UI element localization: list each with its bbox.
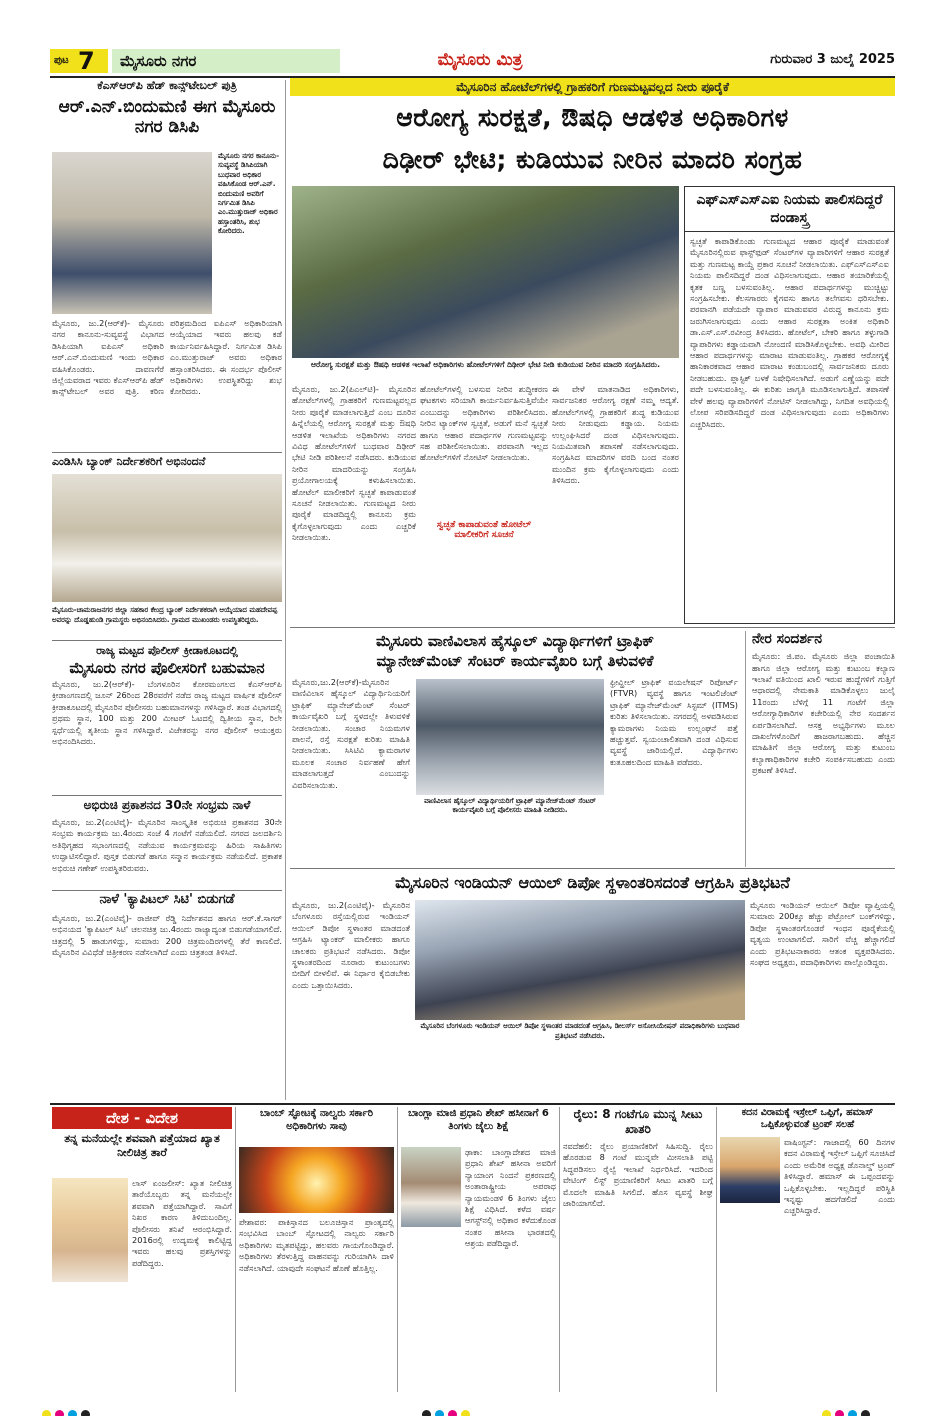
interview-notice — [752, 631, 895, 867]
desh-story-4-headline: ರೈಲು: 8 ಗಂಟೆಗೂ ಮುನ್ನ ಸೀಟು ಖಾತರಿ — [573, 1107, 703, 1136]
section-title — [112, 49, 340, 73]
traffic-caption: ವಾಣಿವಿಲಾಸ ಹೈಸ್ಕೂಲ್ ವಿದ್ಯಾರ್ಥಿಯರಿಗೆ ಟ್ರಾಫಿಕ್ ಮ್ಯಾನೇಜ್‌ಮೆಂಟ್ ಸೆಂಟರ್ ಕಾರ್ಯವೈಖರಿ ಬಗ್ಗೆ ಪೊಲೀಸರು ಮಾಹಿತಿ ನೀಡಿದರು. — [424, 797, 596, 815]
lead-col-2-text: ಹೋಟೆಲ್‌ಗಳಲ್ಲಿ ಬಳಸುವ ನೀರಿನ ಶುದ್ಧೀಕರಣ ಘಟಕಗಳು ಸರಿಯಾಗಿ ಕಾರ್ಯನಿರ್ವಹಿಸುತ್ತಿವೆಯೇ ಎಂಬುದನ್ನು ಅಧಿಕಾರಿಗಳು ಪರಿಶೀಲಿಸಿದರು. ನೀರಿನ ಟ್ಯಾಂಕ್‌ಗಳ ಸ್ವಚ್ಛತೆ, ಅಡುಗೆ ಮನೆ ಸ್ವಚ್ಛತೆ ಹಾಗೂ ಆಹಾರ ಪದಾರ್ಥಗಳ ಗುಣಮಟ್ಟವನ್ನು ಸಹ ಪರಿಶೀಲಿಸಲಾಯಿತು. ಪರವಾನಗಿ ಇಲ್ಲದ ಹೋಟೆಲ್‌ಗಳಿಗೆ ನೋಟಿಸ್ ನೀಡಲಾಯಿತು. — [420, 384, 548, 463]
divider — [50, 1103, 895, 1105]
divider — [285, 80, 286, 1100]
hobby-headline: ಅಭಿರುಚಿ ಪ್ರಕಾಶನದ 30ನೇ ಸಂಭ್ರಮ ನಾಳೆ — [83, 799, 251, 812]
divider — [745, 631, 746, 867]
desh-story-5-photo — [720, 1137, 780, 1203]
desh-story-3-photo — [401, 1147, 461, 1227]
mdcc-headline: ಎಂಡಿಸಿಸಿ ಬ್ಯಾಂಕ್ ನಿರ್ದೇಶಕರಿಗೆ ಅಭಿನಂದನೆ — [52, 456, 206, 468]
desh-story-2-headline: ಬಾಂಬ್ ಸ್ಫೋಟಕ್ಕೆ ನಾಲ್ವರು ಸರ್ಕಾರಿ ಅಧಿಕಾರಿಗಳು ಸಾವು — [259, 1108, 374, 1132]
dcp-headline: ಆರ್.ಎನ್.ಬಿಂದುಮಣಿ ಈಗ ಮೈಸೂರು ನಗರ ಡಿಸಿಪಿ — [58, 96, 276, 137]
divider — [52, 795, 282, 796]
divider — [52, 640, 282, 641]
hobby-text: ಮೈಸೂರು, ಜು.2(ಎಂಟಿವೈ)- ಮೈಸೂರಿನ ಸಾಂಸ್ಕೃತಿಕ ಅಭಿರುಚಿ ಪ್ರಕಾಶನದ 30ನೇ ಸಂಭ್ರಮ ಕಾರ್ಯಕ್ರಮ ಜು.4ರಂದು ಸಂಜೆ 4 ಗಂಟೆಗೆ ನಡೆಯಲಿದೆ. ನಗರದ ಜಲದರ್ಶಿನಿ ಅತಿಥಿಗೃಹದ ಸಭಾಂಗಣದಲ್ಲಿ ನಡೆಯುವ ಕಾರ್ಯಕ್ರಮವನ್ನು ಹಿರಿಯ ಸಾಹಿತಿಗಳು ಉದ್ಘಾಟಿಸಲಿದ್ದಾರೆ. ಪುಸ್ತಕ ಬಿಡುಗಡೆ ಹಾಗೂ ಸನ್ಮಾನ ಕಾರ್ಯಕ್ರಮ ನಡೆಯಲಿದೆ. ಪ್ರಕಾಶಕ ಅಭಿರುಚಿ ಗಣೇಶ್ ಉಪಸ್ಥಿತರಿರುವರು. — [52, 817, 282, 873]
desh-story-5-headline: ಕದನ ವಿರಾಮಕ್ಕೆ ಇಸ್ರೇಲ್ ಒಪ್ಪಿಗೆ, ಹಮಾಸ್ ಒಪ್ಪಿಕೊಳ್ಳುವಂತೆ ಟ್ರಂಪ್ ಸಲಹೆ — [741, 1107, 874, 1130]
traffic-headline-2: ಮ್ಯಾನೇಜ್‌ಮೆಂಟ್ ಸೆಂಟರ್ ಕಾರ್ಯವೈಖರಿ ಬಗ್ಗೆ ತಿಳುವಳಿಕೆ — [376, 652, 654, 670]
traffic-story — [290, 631, 740, 867]
divider — [52, 890, 282, 891]
lead-col-2-subhead: ಸ್ವಚ್ಛತೆ ಕಾಪಾಡುವಂತೆ ಹೋಟೆಲ್ ಮಾಲೀಕರಿಗೆ ಸೂಚನೆ — [436, 520, 532, 541]
dcp-photo — [52, 152, 212, 314]
desh-story-5 — [720, 1107, 895, 1392]
desh-story-3-headline: ಬಾಂಗ್ಲಾ ಮಾಜಿ ಪ್ರಧಾನಿ ಶೇಖ್ ಹಸೀನಾಗೆ 6 ತಿಂಗಳು ಜೈಲು ಶಿಕ್ಷೆ — [408, 1108, 549, 1132]
desh-banner: ದೇಶ - ವಿದೇಶ — [52, 1107, 232, 1129]
page-number-badge — [50, 49, 108, 73]
divider — [716, 1107, 717, 1392]
desh-story-3 — [401, 1107, 556, 1392]
lead-headline-1: ಆರೋಗ್ಯ ಸುರಕ್ಷತೆ, ಔಷಧಿ ಆಡಳಿತ ಅಧಿಕಾರಿಗಳ — [396, 103, 789, 132]
desh-story-1-headline: ತನ್ನ ಮನೆಯಲ್ಲೇ ಶವವಾಗಿ ಪತ್ತೆಯಾದ ಖ್ಯಾತ ನೀಲಿಚಿತ್ರ ತಾರೆ — [64, 1132, 220, 1159]
section-title-text: ಮೈಸೂರು ನಗರ — [120, 52, 197, 70]
capital-text: ಮೈಸೂರು, ಜು.2(ಎಂಟಿವೈ)- ರಾಜೀವ್ ರೆಡ್ಡಿ ನಿರ್ದೇಶನದ ಹಾಗೂ ಆರ್.ಕೆ.ಸಾಗರ್ ಅಭಿನಯದ 'ಕ್ಯಾಪಿಟಲ್ ಸಿಟಿ' ಚಲನಚಿತ್ರ ಜು.4ರಂದು ರಾಜ್ಯಾದ್ಯಂತ ಬಿಡುಗಡೆಯಾಗಲಿದೆ. ಚಿತ್ರದಲ್ಲಿ 5 ಹಾಡುಗಳಿದ್ದು, ಸುಮಾರು 200 ಚಿತ್ರಮಂದಿರಗಳಲ್ಲಿ ತೆರೆ ಕಾಣಲಿದೆ. ಮೈಸೂರಿನ ವಿವಿಧೆಡೆ ಚಿತ್ರೀಕರಣ ನಡೆಸಲಾಗಿದೆ ಎಂದು ಚಿತ್ರತಂಡ ತಿಳಿಸಿದೆ. — [52, 913, 282, 958]
lead-caption: ಆರೋಗ್ಯ ಸುರಕ್ಷತೆ ಮತ್ತು ಔಷಧಿ ಆಡಳಿತ ಇಲಾಖೆ ಅಧಿಕಾರಿಗಳು ಹೋಟೆಲ್‌ಗಳಿಗೆ ದಿಢೀರ್ ಭೇಟಿ ನೀಡಿ ಕುಡಿಯುವ ನೀರಿನ ಮಾದರಿ ಸಂಗ್ರಹಿಸಿದರು. — [311, 360, 660, 369]
lead-col-2 — [420, 384, 548, 624]
ioc-col-1: ಮೈಸೂರು, ಜು.2(ಎಂಟಿವೈ)- ಮೈಸೂರಿನ ಬೆಂಗಳೂರು ರಸ್ತೆಯಲ್ಲಿರುವ ಇಂಡಿಯನ್ ಆಯಿಲ್ ಡಿಪೋ ಸ್ಥಳಾಂತರ ಮಾಡದಂತೆ ಆಗ್ರಹಿಸಿ ಟ್ಯಾಂಕರ್ ಮಾಲೀಕರು ಹಾಗೂ ಚಾಲಕರು ಪ್ರತಿಭಟನೆ ನಡೆಸಿದರು. ಡಿಪೋ ಸ್ಥಳಾಂತರದಿಂದ ನೂರಾರು ಕುಟುಂಬಗಳು ಬೀದಿಗೆ ಬೀಳಲಿವೆ. ಈ ನಿರ್ಧಾರ ಕೈಬಿಡಬೇಕು ಎಂದು ಒತ್ತಾಯಿಸಿದರು. — [292, 900, 410, 990]
mdcc-caption: ಮೈಸೂರು-ಚಾಮರಾಜನಗರ ಜಿಲ್ಲಾ ಸಹಕಾರ ಕೇಂದ್ರ ಬ್ಯಾಂಕ್ ನಿರ್ದೇಶಕರಾಗಿ ಆಯ್ಕೆಯಾದ ಮಹದೇವಪ್ಪ ಅವರನ್ನು ದೊಡ್ಡಹುಂಡಿ ಗ್ರಾಮಸ್ಥರು ಅಭಿನಂದಿಸಿದರು. ಗ್ರಾಮದ ಮುಖಂಡರು ಉಪಸ್ಥಿತರಿದ್ದರು. — [52, 606, 278, 624]
divider — [397, 1107, 398, 1392]
capital-headline: ನಾಳೆ 'ಕ್ಯಾಪಿಟಲ್ ಸಿಟಿ' ಬಿಡುಗಡೆ — [99, 893, 235, 907]
desh-story-4-text: ನವದೆಹಲಿ: ರೈಲು ಪ್ರಯಾಣಿಕರಿಗೆ ಸಿಹಿಸುದ್ದಿ. ರೈಲು ಹೊರಡುವ 8 ಗಂಟೆ ಮುನ್ನವೇ ಮೀಸಲಾತಿ ಪಟ್ಟಿ ಸಿದ್ಧಪಡಿಸಲು ರೈಲ್ವೆ ಇಲಾಖೆ ನಿರ್ಧರಿಸಿದೆ. ಇದರಿಂದ ವೇಟಿಂಗ್ ಲಿಸ್ಟ್ ಪ್ರಯಾಣಿಕರಿಗೆ ಸೀಟು ಖಾತರಿ ಬಗ್ಗೆ ಮೊದಲೇ ಮಾಹಿತಿ ಸಿಗಲಿದೆ. ಹೊಸ ವ್ಯವಸ್ಥೆ ಶೀಘ್ರ ಜಾರಿಯಾಗಲಿದೆ. — [563, 1141, 713, 1209]
ioc-photo — [415, 900, 745, 1020]
lead-photo — [292, 186, 679, 358]
issue-date: ಗುರುವಾರ 3 ಜುಲೈ 2025 — [770, 52, 895, 67]
traffic-photo — [416, 679, 604, 795]
page-label: ಪುಟ — [54, 55, 69, 66]
lead-headline-2: ದಿಢೀರ್ ಭೇಟಿ; ಕುಡಿಯುವ ನೀರಿನ ಮಾದರಿ ಸಂಗ್ರಹ — [382, 145, 803, 174]
masthead — [380, 47, 580, 73]
desh-story-2-text: ಪೇಶಾವರ: ಪಾಕಿಸ್ತಾನದ ಬಲೂಚಿಸ್ತಾನ ಪ್ರಾಂತ್ಯದಲ್ಲಿ ಸಂಭವಿಸಿದ ಬಾಂಬ್ ಸ್ಫೋಟದಲ್ಲಿ ನಾಲ್ವರು ಸರ್ಕಾರಿ ಅಧಿಕಾರಿಗಳು ಮೃತಪಟ್ಟಿದ್ದು, ಹಲವರು ಗಾಯಗೊಂಡಿದ್ದಾರೆ. ಅಧಿಕಾರಿಗಳು ತೆರಳುತ್ತಿದ್ದ ವಾಹನವನ್ನು ಗುರಿಯಾಗಿಸಿ ದಾಳಿ ನಡೆಸಲಾಗಿದೆ. ಯಾವುದೇ ಸಂಘಟನೆ ಹೊಣೆ ಹೊತ್ತಿಲ್ಲ. — [239, 1217, 394, 1273]
traffic-col-2: ಫ್ರೀವ್ಹೀಲ್ ಟ್ರಾಫಿಕ್ ವಯಲೇಷನ್ ರಿಪೋರ್ಟ್ (FTVR) ವ್ಯವಸ್ಥೆ ಹಾಗೂ ಇಂಟಲಿಜೆಂಟ್ ಟ್ರಾಫಿಕ್ ಮ್ಯಾನೇಜ್‌ಮೆಂಟ್ ಸಿಸ್ಟಮ್ (ITMS) ಕುರಿತು ತಿಳಿಸಲಾಯಿತು. ನಗರದಲ್ಲಿ ಅಳವಡಿಸಿರುವ ಕ್ಯಾಮರಾಗಳು ನಿಯಮ ಉಲ್ಲಂಘನೆ ಪತ್ತೆ ಹಚ್ಚುತ್ತವೆ. ಸ್ವಯಂಚಾಲಿತವಾಗಿ ದಂಡ ವಿಧಿಸುವ ವ್ಯವಸ್ಥೆ ಜಾರಿಯಲ್ಲಿದೆ. ವಿದ್ಯಾರ್ಥಿಗಳು ಕುತೂಹಲದಿಂದ ಮಾಹಿತಿ ಪಡೆದರು. — [610, 677, 738, 767]
traffic-col-1: ಮೈಸೂರು,ಜು.2(ಆರ್‌ಕೆ)-ಮೈಸೂರಿನ ವಾಣಿವಿಲಾಸ ಹೈಸ್ಕೂಲ್ ವಿದ್ಯಾರ್ಥಿನಿಯರಿಗೆ ಟ್ರಾಫಿಕ್ ಮ್ಯಾನೇಜ್‌ಮೆಂಟ್ ಸೆಂಟರ್ ಕಾರ್ಯವೈಖರಿ ಬಗ್ಗೆ ಸ್ಥಳದಲ್ಲೇ ತಿಳುವಳಿಕೆ ನೀಡಲಾಯಿತು. ಸಂಚಾರ ನಿಯಮಗಳ ಪಾಲನೆ, ರಸ್ತೆ ಸುರಕ್ಷತೆ ಕುರಿತು ಮಾಹಿತಿ ನೀಡಲಾಯಿತು. ಸಿಸಿಟಿವಿ ಕ್ಯಾಮರಾಗಳ ಮೂಲಕ ಸಂಚಾರ ನಿರ್ವಹಣೆ ಹೇಗೆ ಮಾಡಲಾಗುತ್ತದೆ ಎಂಬುದನ್ನು ವಿವರಿಸಲಾಯಿತು. — [292, 677, 410, 790]
fssai-headline: ಎಫ್‌ಎಸ್‌ಎಸ್‌ಎಐ ನಿಯಮ ಪಾಲಿಸದಿದ್ದರೆ ದಂಡಾಸ್ತ್ರ — [685, 187, 894, 232]
divider — [559, 1107, 560, 1392]
capital-story — [52, 893, 282, 1101]
traffic-headline-1: ಮೈಸೂರು ವಾಣಿವಿಲಾಸ ಹೈಸ್ಕೂಲ್ ವಿದ್ಯಾರ್ಥಿಗಳಿಗೆ ಟ್ರಾಫಿಕ್ — [375, 632, 655, 650]
desh-story-5-text: ವಾಷಿಂಗ್ಟನ್: ಗಾಜಾದಲ್ಲಿ 60 ದಿನಗಳ ಕದನ ವಿರಾಮಕ್ಕೆ ಇಸ್ರೇಲ್ ಒಪ್ಪಿಗೆ ಸೂಚಿಸಿದೆ ಎಂದು ಅಮೆರಿಕ ಅಧ್ಯಕ್ಷ ಡೊನಾಲ್ಡ್ ಟ್ರಂಪ್ ತಿಳಿಸಿದ್ದಾರೆ. ಹಮಾಸ್ ಈ ಒಪ್ಪಂದವನ್ನು ಒಪ್ಪಿಕೊಳ್ಳಬೇಕು. ಇಲ್ಲದಿದ್ದರೆ ಪರಿಸ್ಥಿತಿ ಇನ್ನಷ್ಟು ಹದಗೆಡಲಿದೆ ಎಂದು ಎಚ್ಚರಿಸಿದ್ದಾರೆ. — [784, 1137, 895, 1216]
divider — [290, 868, 895, 869]
desh-story-3-text: ಢಾಕಾ: ಬಾಂಗ್ಲಾದೇಶದ ಮಾಜಿ ಪ್ರಧಾನಿ ಶೇಖ್ ಹಸೀನಾ ಅವರಿಗೆ ನ್ಯಾಯಾಂಗ ನಿಂದನೆ ಪ್ರಕರಣದಲ್ಲಿ ಅಂತಾರಾಷ್ಟ್ರೀಯ ಅಪರಾಧ ನ್ಯಾಯಮಂಡಳಿ 6 ತಿಂಗಳು ಜೈಲು ಶಿಕ್ಷೆ ವಿಧಿಸಿದೆ. ಕಳೆದ ವರ್ಷ ಆಗಸ್ಟ್‌ನಲ್ಲಿ ಅಧಿಕಾರ ಕಳೆದುಕೊಂಡ ನಂತರ ಹಸೀನಾ ಭಾರತದಲ್ಲಿ ಆಶ್ರಯ ಪಡೆದಿದ್ದಾರೆ. — [465, 1147, 556, 1249]
interview-headline: ನೇರ ಸಂದರ್ಶನ — [752, 631, 823, 647]
registration-marks-center — [420, 1404, 540, 1416]
registration-marks-right — [820, 1404, 940, 1416]
sports-text: ಮೈಸೂರು, ಜು.2(ಆರ್‌ಕೆ)- ಬೆಂಗಳೂರಿನ ಕೋರಮಂಗಲದ ಕೆಎಸ್‌ಆರ್‌ಪಿ ಕ್ರೀಡಾಂಗಣದಲ್ಲಿ ಜೂನ್ 26ರಿಂದ 28ರವರೆಗೆ ನಡೆದ ರಾಜ್ಯ ಮಟ್ಟದ ವಾರ್ಷಿಕ ಪೊಲೀಸ್ ಕ್ರೀಡಾಕೂಟದಲ್ಲಿ ಮೈಸೂರಿನ ಪೊಲೀಸರು ಬಹುಮಾನಗಳನ್ನು ಗಳಿಸಿದ್ದಾರೆ. ತಂಡ ವಿಭಾಗದಲ್ಲಿ ಪ್ರಥಮ ಸ್ಥಾನ, 100 ಮತ್ತು 200 ಮೀಟರ್ ಓಟದಲ್ಲಿ ದ್ವಿತೀಯ ಸ್ಥಾನ, ರಿಲೇ ಸ್ಪರ್ಧೆಯಲ್ಲಿ ತೃತೀಯ ಸ್ಥಾನ ಗಳಿಸಿದ್ದಾರೆ. ವಿಜೇತರನ್ನು ನಗರ ಪೊಲೀಸ್ ಆಯುಕ್ತರು ಅಭಿನಂದಿಸಿದರು. — [52, 679, 282, 747]
sports-story — [52, 645, 282, 793]
hobby-story — [52, 799, 282, 887]
sports-headline-1: ರಾಜ್ಯ ಮಟ್ಟದ ಪೊಲೀಸ್ ಕ್ರೀಡಾಕೂಟದಲ್ಲಿ — [96, 645, 238, 657]
sports-headline-2: ಮೈಸೂರು ನಗರ ಪೊಲೀಸರಿಗೆ ಬಹುಮಾನ — [69, 658, 265, 677]
divider — [290, 627, 895, 628]
page-number: 7 — [78, 49, 95, 73]
divider — [52, 452, 282, 453]
lead-col-3: ಈ ವೇಳೆ ಮಾತನಾಡಿದ ಅಧಿಕಾರಿಗಳು, ಸಾರ್ವಜನಿಕರ ಆರೋಗ್ಯ ರಕ್ಷಣೆ ನಮ್ಮ ಆದ್ಯತೆ. ಹೋಟೆಲ್‌ಗಳಲ್ಲಿ ಗ್ರಾಹಕರಿಗೆ ಶುದ್ಧ ಕುಡಿಯುವ ನೀರು ನೀಡುವುದು ಕಡ್ಡಾಯ. ನಿಯಮ ಉಲ್ಲಂಘಿಸಿದರೆ ದಂಡ ವಿಧಿಸಲಾಗುವುದು. ನಿಯಮಿತವಾಗಿ ತಪಾಸಣೆ ನಡೆಸಲಾಗುವುದು. ಸಂಗ್ರಹಿಸಿದ ಮಾದರಿಗಳ ವರದಿ ಬಂದ ನಂತರ ಮುಂದಿನ ಕ್ರಮ ಕೈಗೊಳ್ಳಲಾಗುವುದು ಎಂದು ತಿಳಿಸಿದರು. — [552, 384, 679, 486]
fssai-box — [684, 186, 895, 624]
mdcc-story — [52, 456, 282, 636]
ioc-caption: ಮೈಸೂರಿನ ಬೆಂಗಳೂರು ಇಂಡಿಯನ್ ಆಯಿಲ್ ಡಿಪೋ ಸ್ಥಳಾಂತರ ಮಾಡದಂತೆ ಆಗ್ರಹಿಸಿ, ಡೀಲರ್ಸ್ ಅಸೋಸಿಯೇಷನ್ ಪದಾಧಿಕಾರಿಗಳು ಬುಧವಾರ ಪ್ರತಿಭಟನೆ ನಡೆಸಿದರು. — [420, 1022, 740, 1040]
masthead-title: ಮೈಸೂರು ಮಿತ್ರ — [437, 50, 523, 70]
dcp-story — [52, 80, 282, 450]
registration-marks-left — [40, 1404, 160, 1416]
desh-story-1 — [52, 1132, 232, 1392]
page-header — [50, 47, 895, 75]
fssai-text: ಸ್ವಚ್ಛತೆ ಕಾಪಾಡಿಕೊಂಡು ಗುಣಮಟ್ಟದ ಆಹಾರ ಪೂರೈಕೆ ಮಾಡುವಂತೆ ಮೈಸೂರಿನಲ್ಲಿರುವ ಫಾಸ್ಟ್‌ಫುಡ್ ಸೆಂಟರ್‌ಗಳ ವ್ಯಾಪಾರಿಗಳಿಗೆ ಆಹಾರ ಸುರಕ್ಷತೆ ಮತ್ತು ಗುಣಮಟ್ಟ ಕಾಯ್ದೆ ಪ್ರಕಾರ ಸೂಚನೆ ನೀಡಲಾಯಿತು. ಎಫ್‌ಎಸ್‌ಎಸ್‌ಎಐ ನಿಯಮ ಪಾಲಿಸದಿದ್ದರೆ ದಂಡ ವಿಧಿಸಲಾಗುವುದು. ಆಹಾರ ತಯಾರಿಕೆಯಲ್ಲಿ ಕೃತಕ ಬಣ್ಣ ಬಳಸುವಂತಿಲ್ಲ. ಆಹಾರ ಪದಾರ್ಥಗಳನ್ನು ಮುಚ್ಚಿಟ್ಟು ಸಂಗ್ರಹಿಸಬೇಕು. ಕೆಲಸಗಾರರು ಕೈಗವಸು ಹಾಗೂ ತಲೆಗವಸು ಧರಿಸಬೇಕು. ಪರವಾನಗಿ ಪಡೆಯದೇ ವ್ಯಾಪಾರ ಮಾಡುವವರ ವಿರುದ್ಧ ಕಾನೂನು ಕ್ರಮ ಜರುಗಿಸಲಾಗುವುದು ಎಂದು ಆಹಾರ ಸುರಕ್ಷತಾ ಅಂಕಿತ ಅಧಿಕಾರಿ ಡಾ.ಎಸ್.ಎಸ್.ರವೀಂದ್ರ ತಿಳಿಸಿದರು. ಹೋಟೆಲ್, ಬೇಕರಿ ಹಾಗೂ ತಳ್ಳುಗಾಡಿ ವ್ಯಾಪಾರಿಗಳು ಕಡ್ಡಾಯವಾಗಿ ನೋಂದಣಿ ಮಾಡಿಸಿಕೊಳ್ಳಬೇಕು. ಅವಧಿ ಮೀರಿದ ಆಹಾರ ಪದಾರ್ಥಗಳನ್ನು ಮಾರಾಟ ಮಾಡುವಂತಿಲ್ಲ. ಗ್ರಾಹಕರ ಆರೋಗ್ಯಕ್ಕೆ ಹಾನಿಕಾರಕವಾದ ಆಹಾರ ಮಾರಾಟ ಕಂಡುಬಂದಲ್ಲಿ ಸಾರ್ವಜನಿಕರು ದೂರು ನೀಡಬಹುದು. ಪ್ಲಾಸ್ಟಿಕ್ ಬಳಕೆ ನಿಷೇಧಿಸಲಾಗಿದೆ. ಅಡುಗೆ ಎಣ್ಣೆಯನ್ನು ಪದೇ ಪದೇ ಬಳಸುವಂತಿಲ್ಲ. ಈ ಕುರಿತು ಜಾಗೃತಿ ಮೂಡಿಸಲಾಗುತ್ತಿದೆ. ತಪಾಸಣೆ ವೇಳೆ ಹಲವು ವ್ಯಾಪಾರಿಗಳಿಗೆ ನೋಟಿಸ್ ನೀಡಲಾಗಿದ್ದು, ನಿಗದಿತ ಅವಧಿಯಲ್ಲಿ ಲೋಪ ಸರಿಪಡಿಸದಿದ್ದರೆ ದಂಡ ವಿಧಿಸಲಾಗುವುದು ಎಂದು ಅಧಿಕಾರಿಗಳು ಎಚ್ಚರಿಸಿದರು. — [690, 236, 889, 429]
desh-story-1-text: ಲಾಸ್ ಏಂಜಲೀಸ್: ಖ್ಯಾತ ನೀಲಿಚಿತ್ರ ತಾರೆಯೊಬ್ಬರು ತನ್ನ ಮನೆಯಲ್ಲೇ ಶವವಾಗಿ ಪತ್ತೆಯಾಗಿದ್ದಾರೆ. ಸಾವಿಗೆ ನಿಖರ ಕಾರಣ ತಿಳಿದುಬಂದಿಲ್ಲ. ಪೊಲೀಸರು ತನಿಖೆ ಆರಂಭಿಸಿದ್ದಾರೆ. 2016ರಲ್ಲಿ ಉದ್ಯಮಕ್ಕೆ ಕಾಲಿಟ್ಟಿದ್ದ ಇವರು ಹಲವು ಪ್ರಶಸ್ತಿಗಳನ್ನು ಪಡೆದಿದ್ದರು. — [132, 1178, 232, 1268]
desh-story-2-photo — [239, 1147, 394, 1213]
desh-story-2 — [239, 1107, 394, 1392]
dcp-text: ಮೈಸೂರು, ಜು.2(ಆರ್‌ಕೆ)- ಮೈಸೂರು ನಗರ ಕಾನೂನು-ಸುವ್ಯವಸ್ಥೆ ವಿಭಾಗದ ಡಿಸಿಪಿಯಾಗಿ ಐಪಿಎಸ್ ಅಧಿಕಾರಿ ಆರ್.ಎನ್.ಬಿಂದುಮಣಿ ಇಂದು ಅಧಿಕಾರ ವಹಿಸಿಕೊಂಡರು. ದಾವಣಗೆರೆ ಜಿಲ್ಲೆಯವರಾದ ಇವರು ಕೆಎಸ್‌ಆರ್‌ಪಿ ಹೆಡ್ ಕಾನ್ಸ್‌ಟೇಬಲ್ ಅವರ ಪುತ್ರಿ. ಕಠಿಣ ಪರಿಶ್ರಮದಿಂದ ಐಪಿಎಸ್ ಅಧಿಕಾರಿಯಾಗಿ ಆಯ್ಕೆಯಾದ ಇವರು ಹಲವು ಕಡೆ ಕಾರ್ಯನಿರ್ವಹಿಸಿದ್ದಾರೆ. ನಿರ್ಗಮಿತ ಡಿಸಿಪಿ ಎಂ.ಮುತ್ತುರಾಜ್ ಅವರು ಅಧಿಕಾರ ಹಸ್ತಾಂತರಿಸಿದರು. ಈ ಸಂದರ್ಭ ಪೊಲೀಸ್ ಅಧಿಕಾರಿಗಳು ಉಪಸ್ಥಿತರಿದ್ದು ಶುಭ ಕೋರಿದರು. — [52, 318, 282, 397]
lead-col-1: ಮೈಸೂರು, ಜು.2(ಪಿಎಲ್‌ಟಿ)- ಮೈಸೂರಿನ ಹೋಟೆಲ್‌ಗಳಲ್ಲಿ ಗ್ರಾಹಕರಿಗೆ ಗುಣಮಟ್ಟವಲ್ಲದ ನೀರು ಪೂರೈಕೆ ಮಾಡಲಾಗುತ್ತಿದೆ ಎಂಬ ದೂರಿನ ಹಿನ್ನೆಲೆಯಲ್ಲಿ ಆರೋಗ್ಯ ಸುರಕ್ಷತೆ ಮತ್ತು ಔಷಧಿ ಆಡಳಿತ ಇಲಾಖೆಯ ಅಧಿಕಾರಿಗಳು ನಗರದ ವಿವಿಧ ಹೋಟೆಲ್‌ಗಳಿಗೆ ಬುಧವಾರ ದಿಢೀರ್ ಭೇಟಿ ನೀಡಿ ಪರಿಶೀಲನೆ ನಡೆಸಿದರು. ಕುಡಿಯುವ ನೀರಿನ ಮಾದರಿಯನ್ನು ಸಂಗ್ರಹಿಸಿ ಪ್ರಯೋಗಾಲಯಕ್ಕೆ ಕಳುಹಿಸಲಾಯಿತು. ಹೋಟೆಲ್ ಮಾಲೀಕರಿಗೆ ಸ್ವಚ್ಛತೆ ಕಾಪಾಡುವಂತೆ ಸೂಚನೆ ನೀಡಲಾಯಿತು. ಗುಣಮಟ್ಟದ ನೀರು ಪೂರೈಕೆ ಮಾಡದಿದ್ದಲ್ಲಿ ಕಾನೂನು ಕ್ರಮ ಕೈಗೊಳ್ಳಲಾಗುವುದು ಎಂದು ಎಚ್ಚರಿಕೆ ನೀಡಲಾಯಿತು. — [292, 384, 416, 543]
dcp-kicker: ಕೆಎಸ್‌ಆರ್‌ಪಿ ಹೆಡ್ ಕಾನ್ಸ್‌ಟೇಬಲ್ ಪುತ್ರಿ — [97, 80, 237, 92]
dcp-caption: ಮೈಸೂರು ನಗರ ಕಾನೂನು-ಸುವ್ಯವಸ್ಥೆ ಡಿಸಿಪಿಯಾಗಿ ಬುಧವಾರ ಅಧಿಕಾರ ವಹಿಸಿಕೊಂಡ ಆರ್.ಎನ್. ಬಿಂದುಮಣಿ ಅವರಿಗೆ ನಿರ್ಗಮಿತ ಡಿಸಿಪಿ ಎಂ.ಮುತ್ತುರಾಜ್ ಅಧಿಕಾರ ಹಸ್ತಾಂತರಿಸಿ, ಶುಭ ಕೋರಿದರು. — [218, 152, 280, 236]
lead-kicker: ಮೈಸೂರಿನ ಹೋಟೆಲ್‌ಗಳಲ್ಲಿ ಗ್ರಾಹಕರಿಗೆ ಗುಣಮಟ್ಟವಲ್ಲದ ನೀರು ಪೂರೈಕೆ — [290, 78, 895, 96]
desh-story-4 — [563, 1107, 713, 1392]
divider — [235, 1107, 236, 1392]
interview-text: ಮೈಸೂರು: ಜಿ.ಪಂ. ಮೈಸೂರು ಜಿಲ್ಲಾ ಪಂಚಾಯಿತಿ ಹಾಗೂ ಜಿಲ್ಲಾ ಆರೋಗ್ಯ ಮತ್ತು ಕುಟುಂಬ ಕಲ್ಯಾಣ ಇಲಾಖೆ ವತಿಯಿಂದ ಖಾಲಿ ಇರುವ ಹುದ್ದೆಗಳಿಗೆ ಗುತ್ತಿಗೆ ಆಧಾರದಲ್ಲಿ ನೇಮಕಾತಿ ಮಾಡಿಕೊಳ್ಳಲು ಜುಲೈ 11ರಂದು ಬೆಳಿಗ್ಗೆ 11 ಗಂಟೆಗೆ ಜಿಲ್ಲಾ ಆರೋಗ್ಯಾಧಿಕಾರಿಗಳ ಕಚೇರಿಯಲ್ಲಿ ನೇರ ಸಂದರ್ಶನ ಏರ್ಪಡಿಸಲಾಗಿದೆ. ಆಸಕ್ತ ಅಭ್ಯರ್ಥಿಗಳು ಮೂಲ ದಾಖಲೆಗಳೊಂದಿಗೆ ಹಾಜರಾಗಬಹುದು. ಹೆಚ್ಚಿನ ಮಾಹಿತಿಗೆ ಜಿಲ್ಲಾ ಆರೋಗ್ಯ ಮತ್ತು ಕುಟುಂಬ ಕಲ್ಯಾಣಾಧಿಕಾರಿಗಳ ಕಚೇರಿ ಸಂಪರ್ಕಿಸಬಹುದು ಎಂದು ಪ್ರಕಟಣೆ ತಿಳಿಸಿದೆ. — [752, 651, 895, 776]
ioc-col-3: ಮೈಸೂರು ಇಂಡಿಯನ್ ಆಯಿಲ್ ಡಿಪೋ ವ್ಯಾಪ್ತಿಯಲ್ಲಿ ಸುಮಾರು 200ಕ್ಕೂ ಹೆಚ್ಚು ಪೆಟ್ರೋಲ್ ಬಂಕ್‌ಗಳಿದ್ದು, ಡಿಪೋ ಸ್ಥಳಾಂತರಗೊಂಡರೆ ಇಂಧನ ಪೂರೈಕೆಯಲ್ಲಿ ವ್ಯತ್ಯಯ ಉಂಟಾಗಲಿದೆ. ಸಾರಿಗೆ ವೆಚ್ಚ ಹೆಚ್ಚಾಗಲಿದೆ ಎಂದು ಪ್ರತಿಭಟನಾಕಾರರು ಆತಂಕ ವ್ಯಕ್ತಪಡಿಸಿದರು. ಸಂಘದ ಅಧ್ಯಕ್ಷರು, ಪದಾಧಿಕಾರಿಗಳು ಪಾಲ್ಗೊಂಡಿದ್ದರು. — [750, 900, 895, 968]
desh-story-1-photo — [52, 1178, 128, 1282]
ioc-headline: ಮೈಸೂರಿನ ಇಂಡಿಯನ್ ಆಯಿಲ್ ಡಿಪೋ ಸ್ಥಳಾಂತರಿಸದಂತೆ ಆಗ್ರಹಿಸಿ ಪ್ರತಿಭಟನೆ — [395, 873, 790, 892]
mdcc-photo — [52, 474, 282, 602]
